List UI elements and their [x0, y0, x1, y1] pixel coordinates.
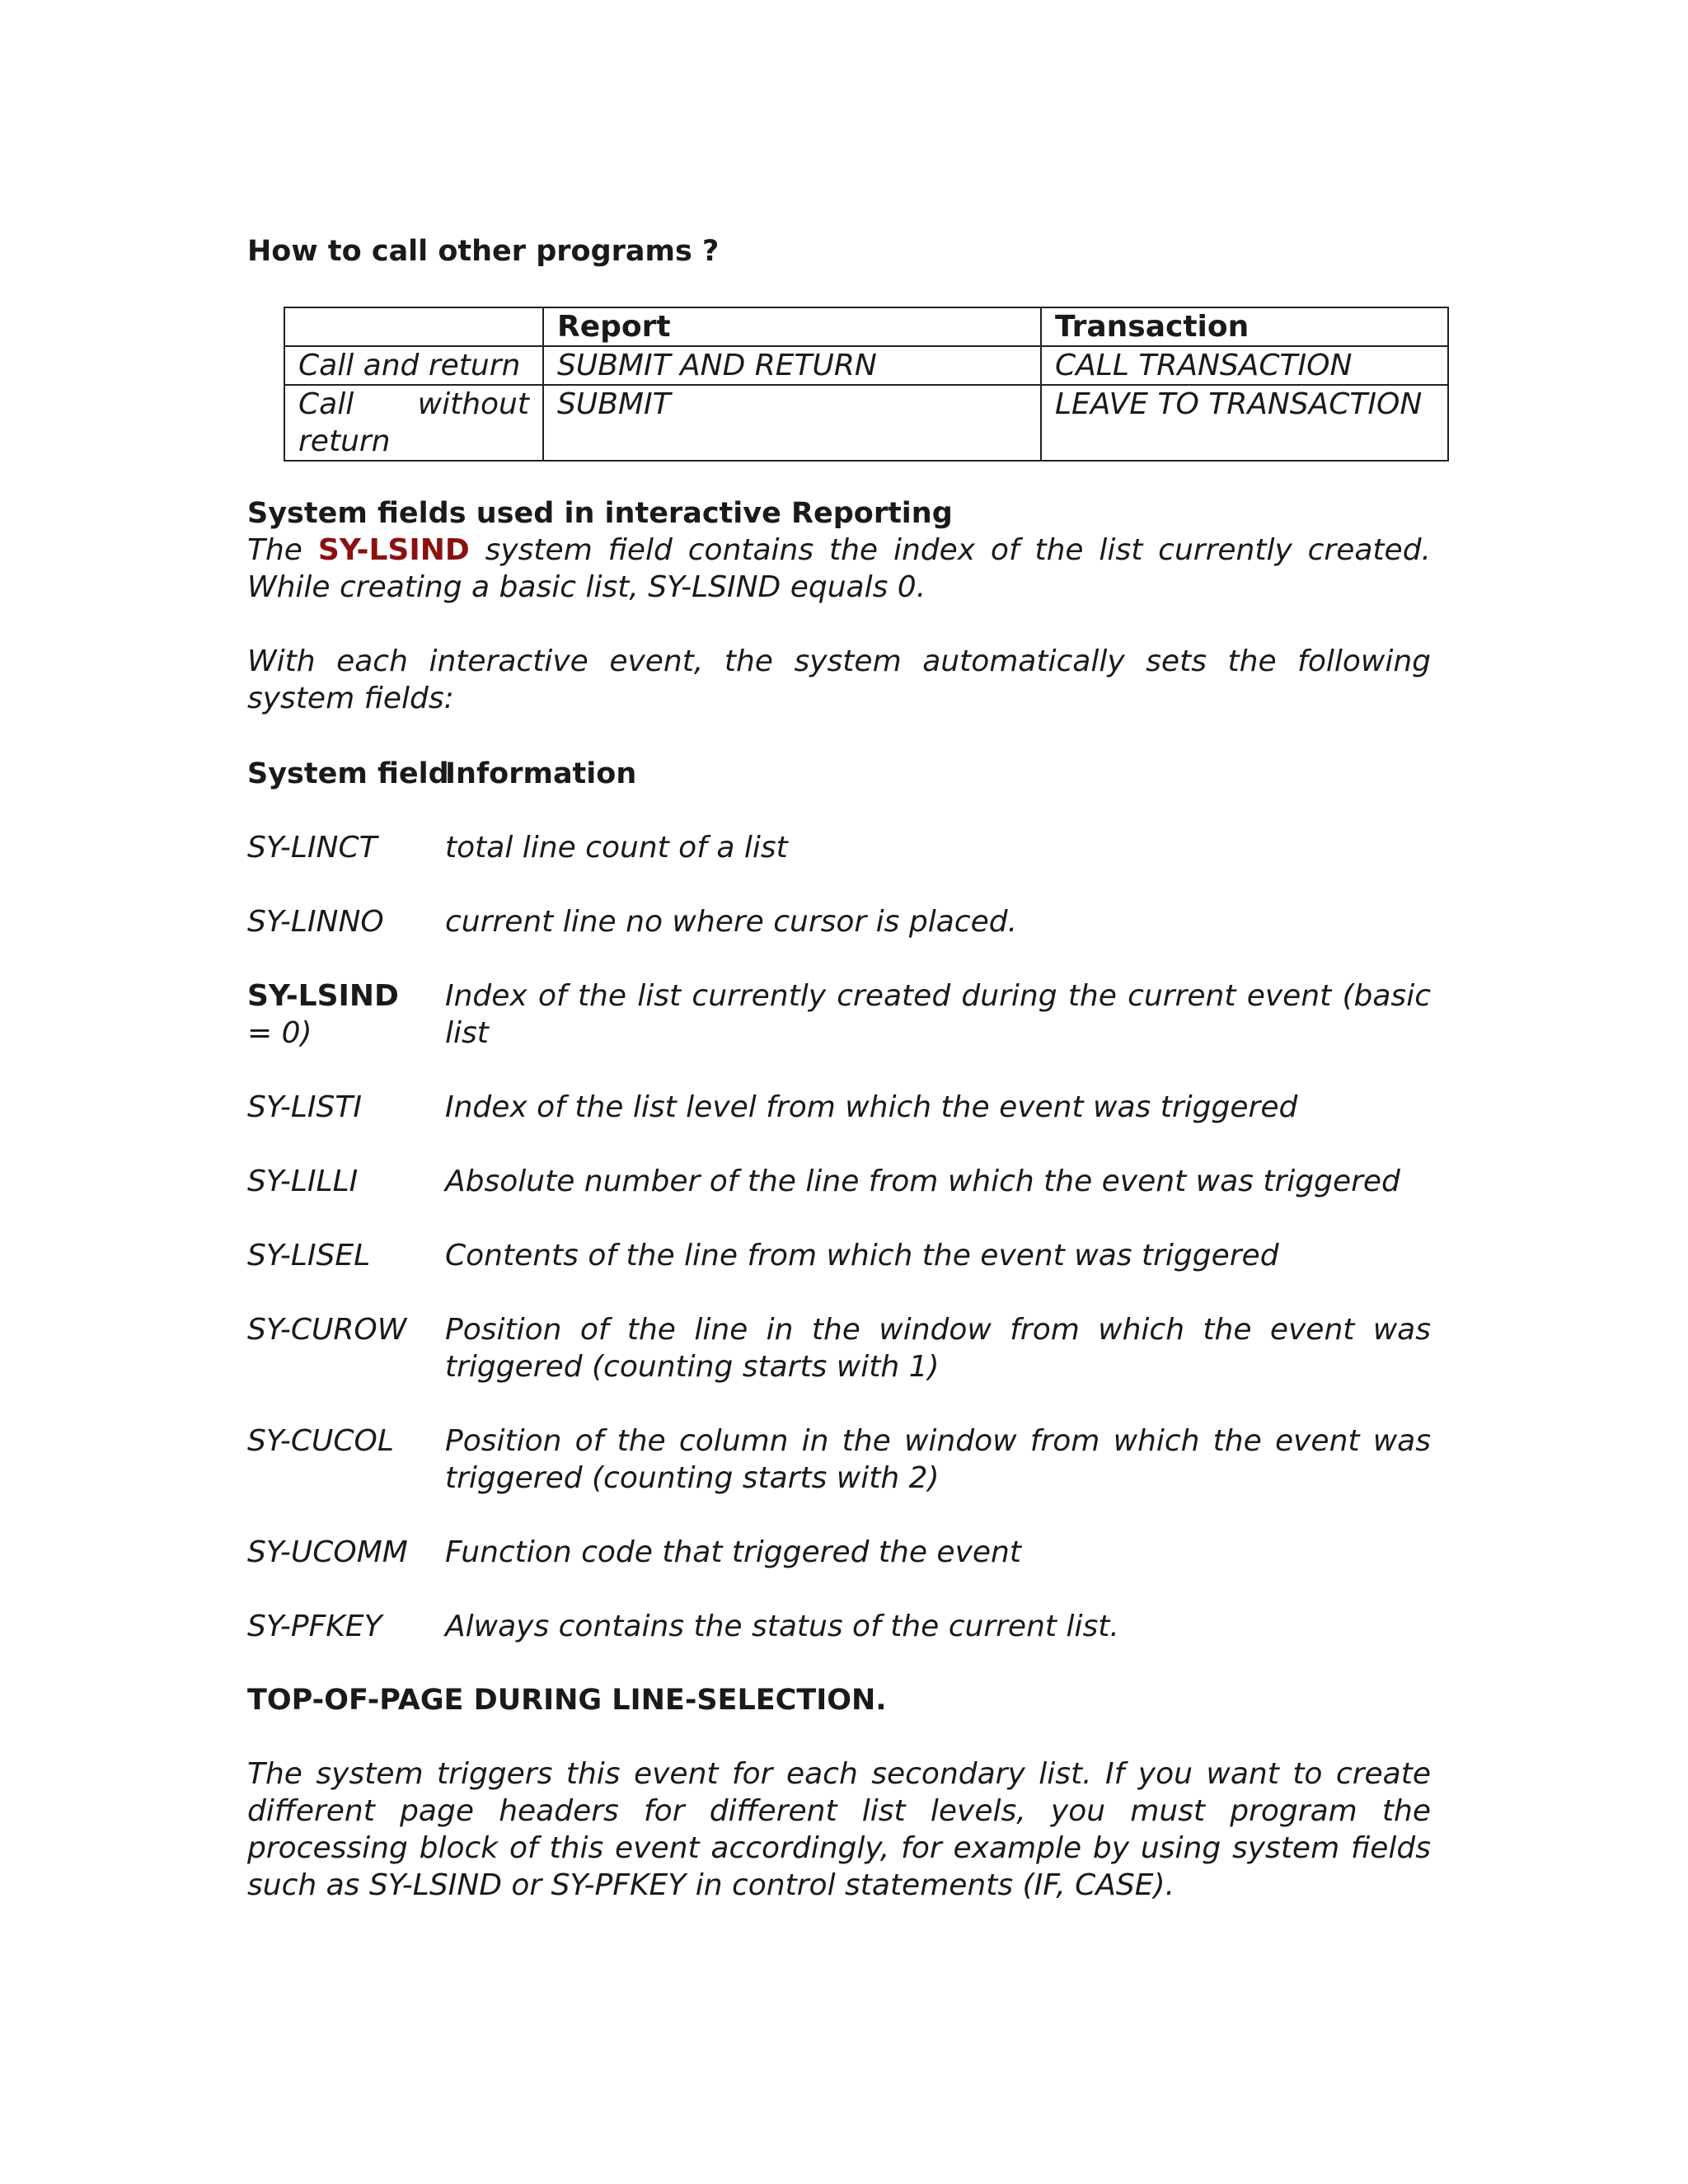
header-information: Information — [445, 757, 637, 790]
field-name: SY-LISTI — [247, 1090, 363, 1124]
highlight-sy-lsind: SY-LSIND — [317, 533, 470, 567]
field-desc: Absolute number of the line from which the event was triggered — [445, 1165, 1400, 1198]
row-label-call-and-return: Call and return — [284, 346, 543, 385]
table-header-transaction: Transaction — [1041, 307, 1448, 346]
cell-transaction: LEAVE TO TRANSACTION — [1041, 385, 1448, 461]
field-desc: Function code that triggered the event — [445, 1535, 1021, 1569]
label-word-without: without — [417, 387, 529, 421]
field-desc: current line no where cursor is placed. — [445, 905, 1018, 939]
field-name: SY-UCOMM — [247, 1535, 408, 1569]
field-desc: Contents of the line from which the event was triggered — [445, 1239, 1279, 1272]
field-name: SY-LISEL — [247, 1239, 371, 1272]
paragraph-interactive-event: With each interactive event, the system automatically sets the following system fields: — [247, 644, 1431, 715]
table-header-report: Report — [543, 307, 1041, 346]
label-word-call: Call — [298, 387, 354, 421]
field-name: SY-LILLI — [247, 1165, 359, 1198]
field-name: SY-LSIND — [247, 979, 399, 1013]
table-row — [284, 385, 1448, 461]
table-row — [284, 346, 1448, 385]
field-desc: Position of the line in the window from which the event was triggered (counting starts with 1) — [445, 1313, 1431, 1384]
field-desc: Index of the list currently created during the current event (basic list — [445, 979, 1431, 1050]
field-desc: Always contains the status of the current list. — [445, 1610, 1119, 1643]
paragraph-sy-lsind-intro — [247, 532, 1431, 606]
header-system-field: System field — [247, 757, 449, 790]
call-programs-table — [284, 307, 1449, 462]
field-name: SY-PFKEY — [247, 1610, 382, 1643]
field-desc: total line count of a list — [445, 831, 788, 865]
cell-transaction: CALL TRANSACTION — [1041, 346, 1448, 385]
para-text-pre: The — [247, 533, 318, 567]
field-name: SY-LINCT — [247, 831, 377, 865]
field-name: SY-LINNO — [247, 905, 384, 939]
cell-report: SUBMIT — [543, 385, 1041, 461]
section-heading-system-fields: System fields used in interactive Reporting — [247, 497, 953, 530]
section-heading-top-of-page: TOP-OF-PAGE DURING LINE-SELECTION. — [247, 1684, 887, 1717]
table-header-row — [284, 307, 1448, 346]
row-label-call-without-return — [284, 385, 543, 461]
field-name: SY-CUCOL — [247, 1424, 394, 1458]
field-desc: Index of the list level from which the event was triggered — [445, 1090, 1298, 1124]
field-desc-suffix: = 0) — [247, 1016, 312, 1050]
section-heading-call-programs: How to call other programs ? — [247, 235, 720, 268]
field-desc: Position of the column in the window from which the event was triggered (counting starts with 2) — [445, 1424, 1431, 1495]
table-header-empty — [284, 307, 543, 346]
cell-report: SUBMIT AND RETURN — [543, 346, 1041, 385]
paragraph-top-of-page: The system triggers this event for each secondary list. If you want to create different page headers for different list levels, you must program the processing block of this event accordingly, for example by using system fields such as SY-LSIND or SY-PFKEY in control statements (IF, CASE). — [247, 1757, 1431, 1902]
field-name: SY-CUROW — [247, 1313, 407, 1347]
para-text-post: system field contains the index of the list currently created. While creating a basic list, SY-LSIND equals 0. — [247, 533, 1431, 604]
label-word-return: return — [298, 424, 391, 458]
